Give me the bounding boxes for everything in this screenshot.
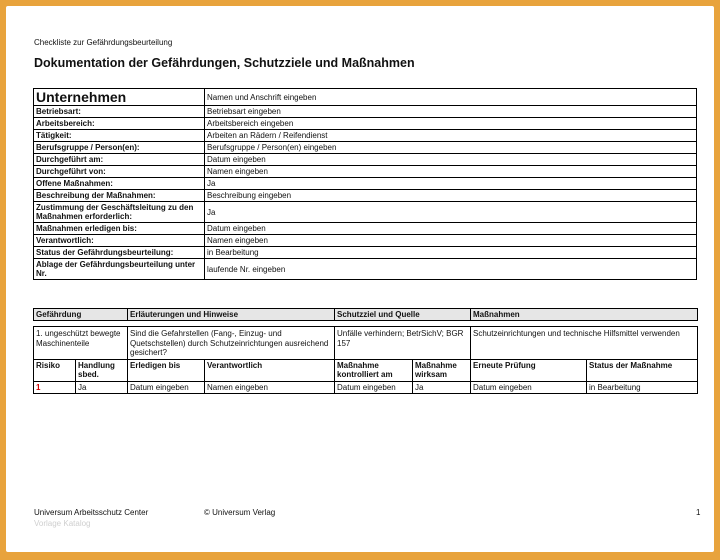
info-label: Ablage der Gefährdungsbeurteilung unter Nr. xyxy=(34,259,205,280)
info-value[interactable]: Namen und Anschrift eingeben xyxy=(205,89,697,106)
value-kontrolliert-am[interactable]: Datum eingeben xyxy=(335,382,413,394)
document-label: Checkliste zur Gefährdungsbeurteilung xyxy=(34,38,173,47)
info-value[interactable]: in Bearbeitung xyxy=(205,247,697,259)
document-title: Dokumentation der Gefährdungen, Schutzziele und Maßnahmen xyxy=(34,56,415,70)
hazard-erlaeuterung[interactable]: Sind die Gefahrstellen (Fang-, Einzug- und Quetschstellen) durch Schutzeinrichtungen ausreichend gesichert? xyxy=(128,327,335,360)
info-value[interactable]: Namen eingeben xyxy=(205,235,697,247)
info-table xyxy=(33,88,697,280)
subheader-status: Status der Maßnahme xyxy=(587,360,698,382)
info-value[interactable]: Beschreibung eingeben xyxy=(205,190,697,202)
hazard-table xyxy=(33,308,698,394)
info-label: Zustimmung der Geschäftsleitung zu den Maßnahmen erforderlich: xyxy=(34,202,205,223)
info-label: Berufsgruppe / Person(en): xyxy=(34,142,205,154)
info-label: Unternehmen xyxy=(34,89,205,106)
info-row xyxy=(34,259,697,280)
info-row xyxy=(34,190,697,202)
info-row xyxy=(34,89,697,106)
info-row xyxy=(34,202,697,223)
info-label: Tätigkeit: xyxy=(34,130,205,142)
info-row xyxy=(34,106,697,118)
info-row xyxy=(34,178,697,190)
header-schutzziel: Schutzziel und Quelle xyxy=(335,309,471,321)
document-page xyxy=(6,6,714,552)
info-value[interactable]: Namen eingeben xyxy=(205,166,697,178)
subheader-erledigen-bis: Erledigen bis xyxy=(128,360,205,382)
info-row xyxy=(34,223,697,235)
info-label: Arbeitsbereich: xyxy=(34,118,205,130)
info-row xyxy=(34,118,697,130)
footer-copyright: © Universum Verlag xyxy=(204,508,276,517)
hazard-value-row xyxy=(34,382,698,394)
info-row xyxy=(34,166,697,178)
info-label: Betriebsart: xyxy=(34,106,205,118)
subheader-handlungsbedarf: Handlung sbed. xyxy=(76,360,128,382)
hazard-subheader-row xyxy=(34,360,698,382)
info-row xyxy=(34,247,697,259)
info-value[interactable]: Arbeitsbereich eingeben xyxy=(205,118,697,130)
header-erlaeuterungen: Erläuterungen und Hinweise xyxy=(128,309,335,321)
hazard-row xyxy=(34,327,698,360)
info-label: Durchgeführt am: xyxy=(34,154,205,166)
subheader-risiko: Risiko xyxy=(34,360,76,382)
info-row xyxy=(34,130,697,142)
header-gefaehrdung: Gefährdung xyxy=(34,309,128,321)
value-erneute-pruefung[interactable]: Datum eingeben xyxy=(471,382,587,394)
info-value[interactable]: Ja xyxy=(205,202,697,223)
header-massnahmen: Maßnahmen xyxy=(471,309,698,321)
subheader-kontrolliert-am: Maßnahme kontrolliert am xyxy=(335,360,413,382)
info-label: Status der Gefährdungsbeurteilung: xyxy=(34,247,205,259)
info-row xyxy=(34,154,697,166)
info-row xyxy=(34,142,697,154)
subheader-wirksam: Maßnahme wirksam xyxy=(413,360,471,382)
info-value[interactable]: Datum eingeben xyxy=(205,223,697,235)
info-value[interactable]: Betriebsart eingeben xyxy=(205,106,697,118)
info-row xyxy=(34,235,697,247)
hazard-massnahmen[interactable]: Schutzeinrichtungen und technische Hilfsmittel verwenden xyxy=(471,327,698,360)
value-wirksam[interactable]: Ja xyxy=(413,382,471,394)
info-label: Maßnahmen erledigen bis: xyxy=(34,223,205,235)
subheader-erneute-pruefung: Erneute Prüfung xyxy=(471,360,587,382)
info-label: Beschreibung der Maßnahmen: xyxy=(34,190,205,202)
info-value[interactable]: laufende Nr. eingeben xyxy=(205,259,697,280)
info-label: Verantwortlich: xyxy=(34,235,205,247)
value-status[interactable]: in Bearbeitung xyxy=(587,382,698,394)
info-value[interactable]: Datum eingeben xyxy=(205,154,697,166)
value-erledigen-bis[interactable]: Datum eingeben xyxy=(128,382,205,394)
info-value[interactable]: Ja xyxy=(205,178,697,190)
value-handlungsbedarf[interactable]: Ja xyxy=(76,382,128,394)
subheader-verantwortlich: Verantwortlich xyxy=(205,360,335,382)
hazard-schutzziel[interactable]: Unfälle verhindern; BetrSichV; BGR 157 xyxy=(335,327,471,360)
hazard-gefaehrdung[interactable]: 1. ungeschützt bewegte Maschinenteile xyxy=(34,327,128,360)
info-label: Durchgeführt von: xyxy=(34,166,205,178)
info-value[interactable]: Arbeiten an Rädern / Reifendienst xyxy=(205,130,697,142)
hazard-header-row xyxy=(34,309,698,321)
info-value[interactable]: Berufsgruppe / Person(en) eingeben xyxy=(205,142,697,154)
footer-company: Universum Arbeitsschutz Center xyxy=(34,508,149,517)
value-verantwortlich[interactable]: Namen eingeben xyxy=(205,382,335,394)
info-label: Offene Maßnahmen: xyxy=(34,178,205,190)
watermark: Vorlage Katalog xyxy=(34,519,91,528)
value-risiko[interactable]: 1 xyxy=(34,382,76,394)
footer-page-number: 1 xyxy=(696,508,701,517)
